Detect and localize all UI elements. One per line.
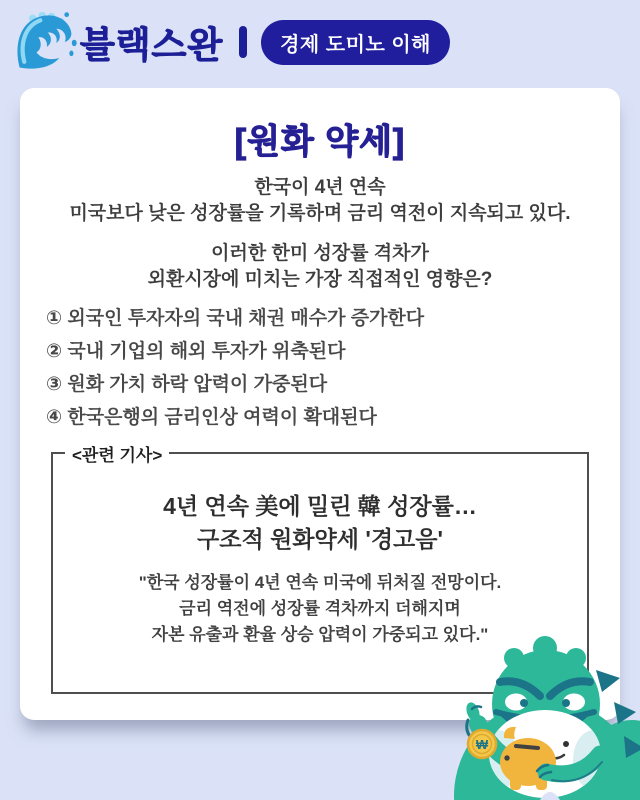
quiz-question — [20, 241, 620, 293]
quiz-title: [원화 약세] — [234, 123, 406, 161]
quiz-question-line2: 외환시장에 미치는 가장 직접적인 영향은? — [147, 269, 493, 290]
quiz-intro — [20, 175, 620, 227]
article-quote-line1: "한국 성장률이 4년 연속 미국에 뒤처질 전망이다. — [138, 573, 502, 592]
quiz-option-1: ① 외국인 투자자의 국내 채권 매수가 증가한다 — [46, 308, 425, 329]
dino-mascot — [448, 608, 640, 800]
wave-logo-icon — [12, 9, 78, 75]
quiz-intro-line1: 한국이 4년 연속 — [254, 177, 386, 198]
won-symbol: ₩ — [475, 737, 489, 752]
quiz-option-3: ③ 원화 가치 하락 압력이 가중된다 — [46, 374, 328, 395]
quiz-intro-line2: 미국보다 낮은 성장률을 기록하며 금리 역전이 지속되고 있다. — [69, 203, 571, 224]
header — [12, 6, 450, 78]
quiz-options — [46, 309, 620, 428]
quiz-question-line1: 이러한 한미 성장률 격차가 — [211, 243, 429, 264]
article-quote-line3: 자본 유출과 환율 상승 압력이 가중되고 있다." — [151, 625, 489, 644]
won-coin-icon — [468, 730, 496, 758]
quiz-option-2: ② 국내 기업의 해외 투자가 위축된다 — [46, 341, 346, 362]
category-badge: 경제 도미노 이해 — [261, 20, 450, 65]
article-quote-line2: 금리 역전에 성장률 격차까지 더해지며 — [179, 599, 461, 618]
header-divider — [239, 26, 247, 58]
article-headline — [53, 490, 587, 556]
article-headline-line2: 구조적 원화약세 '경고음' — [197, 526, 443, 552]
quiz-option-4: ④ 한국은행의 금리인상 여력이 확대된다 — [46, 407, 377, 428]
related-article-label: <관련 기사> — [65, 441, 169, 466]
brand-title: 블랙스완 — [80, 23, 224, 65]
article-headline-line1: 4년 연속 美에 밀린 韓 성장률… — [163, 493, 477, 519]
